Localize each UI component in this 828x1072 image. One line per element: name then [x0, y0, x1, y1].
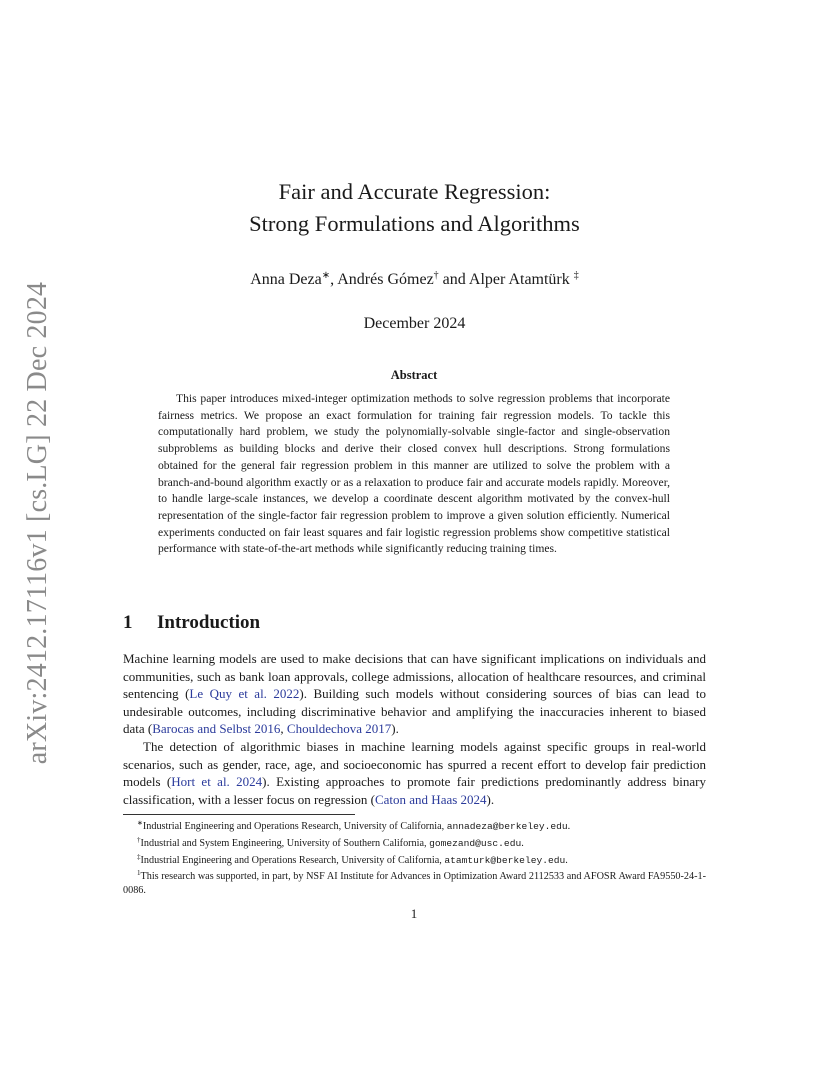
footnote [123, 867, 706, 898]
citation-link[interactable]: Le Quy et al. 2022 [189, 686, 300, 702]
paragraph-text: ). [391, 721, 399, 737]
footnote-tail: . [567, 821, 571, 832]
paragraph-text: ). Building such models without considering sources of bias can lead to undesirable outcomes, including discriminative behavior and amplifying the inaccuracies inherent to biased data ( [123, 686, 706, 737]
author-name: Anna Deza [250, 271, 322, 288]
author-list [123, 266, 706, 290]
footnote [123, 817, 706, 834]
body-paragraph [123, 650, 706, 738]
page-number: 1 [410, 906, 418, 921]
footnote-text: This research was supported, in part, by NSF AI Institute for Advances in Optimization Award 2112533 and AFOSR Award FA9550-24-1-0086. [123, 871, 706, 897]
footnote [123, 834, 706, 851]
footnote-text: Industrial Engineering and Operations Research, University of California, [140, 854, 445, 866]
author-separator: and [438, 271, 469, 288]
footnote [123, 851, 706, 868]
paragraph-text: Machine learning models are used to make decisions that can have significant implications on individuals and communities, such as bank loan approvals, college admissions, allocation of healthcare resources, and criminal sentencing ( [123, 651, 706, 702]
body-paragraph [123, 738, 706, 808]
paper-date: December 2024 [363, 315, 466, 332]
author-name: Alper Atamtürk [468, 271, 570, 288]
abstract-body: This paper introduces mixed-integer optimization methods to solve regression problems that incorporate fairness metrics. We propose an exact formulation for training fair regression models. To tackle this computationally hard problem, we study the polynomially-solvable single-factor and single-observation subproblems as building blocks and derive their closed convex hull descriptions. Strong formulations obtained for the general fair regression problem in this manner are utilized to solve the problem with a branch-and-bound algorithm exactly or as a relaxation to produce fair and accurate models rapidly. Moreover, to handle large-scale instances, we develop a coordinate descent algorithm motivated by the convex-hull representation of the single-factor fair regression problem to improve a given solution efficiently. Numerical experiments conducted on fair least squares and fair logistic regression problems show competitive statistical performance with state-of-the-art methods while significantly reducing training times. [158, 392, 670, 556]
section-number: 1 [123, 612, 133, 633]
footnote-tail: . [521, 837, 524, 849]
footnote-email: annadeza@berkeley.edu [446, 821, 568, 832]
footnote-mark: ‡ [137, 852, 141, 861]
author-footnote-mark: ‡ [573, 270, 579, 281]
citation-link[interactable]: Hort et al. 2024 [171, 774, 263, 790]
citation-link[interactable]: Chouldechova 2017 [286, 721, 392, 737]
footnote-email: atamturk@berkeley.edu [444, 854, 566, 866]
abstract-section [158, 368, 670, 558]
paragraph-text: The detection of algorithmic biases in machine learning models against specific groups in real-world scenarios, such as gender, race, age, and socioeconomic has spurred a recent effort to develop fair prediction models ( [123, 738, 706, 790]
footnote-divider [123, 814, 355, 815]
footnote-mark: † [137, 835, 141, 844]
footnote-text: Industrial Engineering and Operations Research, University of California, [142, 821, 447, 832]
arxiv-identifier-stamp [20, 281, 56, 764]
introduction-section [123, 610, 706, 808]
footnote-text: Industrial and System Engineering, University of Southern California, [140, 837, 430, 849]
footnote-mark: ∗ [137, 819, 143, 827]
paragraph-text: ). [486, 791, 495, 807]
footnote-tail: . [565, 854, 568, 866]
citation-link[interactable]: Caton and Haas 2024 [374, 791, 487, 807]
paragraph-text: , [280, 721, 287, 737]
section-title: Introduction [157, 612, 261, 633]
author-footnote-mark: ∗ [321, 270, 331, 281]
paper-title-line-1: Fair and Accurate Regression: [278, 179, 551, 204]
paper-title-line-2: Strong Formulations and Algorithms [249, 211, 580, 236]
author-name: Andrés Gómez [337, 271, 434, 288]
author-separator: , [330, 271, 338, 288]
footnote-mark: 1 [137, 869, 141, 878]
paper-header [123, 176, 706, 334]
citation-link[interactable]: Barocas and Selbst 2016 [152, 721, 281, 737]
abstract-heading: Abstract [390, 368, 438, 382]
footnotes [123, 817, 706, 898]
arxiv-identifier-text: arXiv:2412.17116v1 [cs.LG] 22 Dec 2024 [22, 281, 53, 764]
section-heading [123, 610, 706, 636]
footnote-email: gomezand@usc.edu [429, 837, 522, 849]
author-footnote-mark: † [433, 270, 439, 281]
paragraph-text: ). Existing approaches to promote fair predictions predominantly address binary classification, with a lesser focus on regression ( [123, 774, 707, 807]
